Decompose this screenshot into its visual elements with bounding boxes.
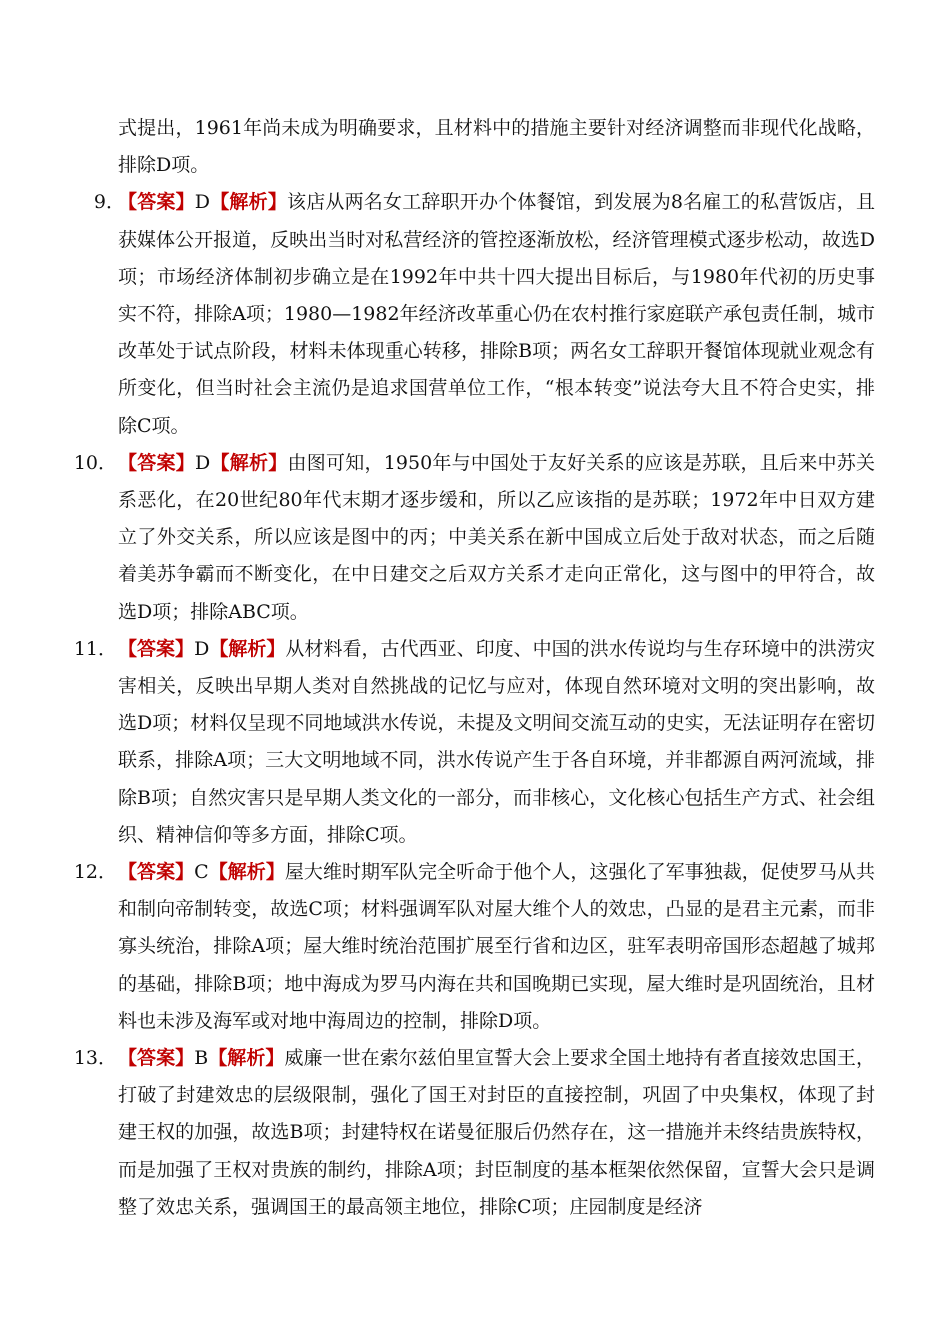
answer-item-10 — [73, 445, 875, 631]
analysis-text: 威廉一世在索尔兹伯里宣誓大会上要求全国土地持有者直接效忠国王，打破了封建效忠的层级限制，强化了国王对封臣的直接控制，巩固了中央集权，体现了封建王权的加强，故选B项；封建特权在诺曼征服后仍然存在，这一措施并未终结贵族特权，而是加强了王权对贵族的制约，排除A项；封臣制度的基本框架依然保留，宣誓大会只是调整了效忠关系，强调国王的最高领主地位，排除C项；庄园制度是经济 — [118, 1047, 875, 1218]
continued-text: 式提出，1961年尚未成为明确要求，且材料中的措施主要针对经济调整而非现代化战略，排除D项。 — [118, 117, 875, 177]
question-number: 10． — [73, 451, 117, 474]
analysis-label: 【解析】 — [208, 1047, 285, 1070]
analysis-text: 屋大维时期军队完全听命于他个人，这强化了军事独裁，促使罗马从共和制向帝制转变，故选C项；材料强调军队对屋大维个人的效忠，凸显的是君主元素，而非寡头统治，排除A项；屋大维时统治范围扩展至行省和边区，驻军表明帝国形态超越了城邦的基础，排除B项；地中海成为罗马内海在共和国晚期已实现，屋大维时是巩固统治，且材料也未涉及海军或对地中海周边的控制，排除D项。 — [118, 861, 875, 1032]
question-number: 13． — [73, 1047, 117, 1070]
answer-label: 【答案】 — [118, 861, 195, 884]
answer-choice: B — [194, 1047, 209, 1070]
answer-choice: D — [194, 637, 210, 660]
answer-choice: C — [194, 861, 209, 884]
answer-item-9 — [80, 184, 875, 444]
answer-item-13 — [73, 1040, 875, 1226]
question-number: 9． — [93, 191, 125, 214]
answer-choice: D — [195, 451, 211, 474]
continued-explanation — [80, 110, 875, 184]
analysis-label: 【解析】 — [210, 191, 288, 214]
answer-item-11 — [73, 631, 875, 854]
analysis-label: 【解析】 — [209, 637, 286, 660]
analysis-label: 【解析】 — [210, 451, 288, 474]
answer-label: 【答案】 — [118, 451, 196, 474]
answer-item-12 — [73, 854, 875, 1040]
answer-key-content — [73, 110, 875, 1226]
analysis-label: 【解析】 — [208, 861, 285, 884]
analysis-text: 从材料看，古代西亚、印度、中国的洪水传说均与生存环境中的洪涝灾害相关，反映出早期人类对自然挑战的记忆与应对，体现自然环境对文明的突出影响，故选D项；材料仅呈现不同地域洪水传说，未提及文明间交流互动的史实，无法证明存在密切联系，排除A项；三大文明地域不同，洪水传说产生于各自环境，并非都源自两河流域，排除B项；自然灾害只是早期人类文化的一部分，而非核心，文化核心包括生产方式、社会组织、精神信仰等多方面，排除C项。 — [118, 637, 875, 846]
question-number: 11． — [73, 637, 117, 660]
analysis-text: 该店从两名女工辞职开办个体餐馆，到发展为8名雇工的私营饭店，且获媒体公开报道，反映出当时对私营经济的管控逐渐放松，经济管理模式逐步松动，故选D项；市场经济体制初步确立是在1992年中共十四大提出目标后，与1980年代初的历史事实不符，排除A项；1980—1982年经济改革重心仍在农村推行家庭联产承包责任制，城市改革处于试点阶段，材料未体现重心转移，排除B项；两名女工辞职开餐馆体现就业观念有所变化，但当时社会主流仍是追求国营单位工作，“根本转变”说法夸大且不符合史实，排除C项。 — [118, 191, 875, 437]
answer-choice: D — [194, 191, 211, 214]
analysis-text: 由图可知，1950年与中国处于友好关系的应该是苏联，且后来中苏关系恶化，在20世纪80年代末期才逐步缓和，所以乙应该指的是苏联；1972年中日双方建立了外交关系，所以应该是图中的丙；中美关系在新中国成立后处于敌对状态，而之后随着美苏争霸而不断变化，在中日建交之后双方关系才走向正常化，这与图中的甲符合，故选D项；排除ABC项。 — [118, 451, 875, 623]
answer-label: 【答案】 — [118, 1047, 195, 1070]
answer-label: 【答案】 — [118, 191, 195, 214]
answer-label: 【答案】 — [118, 637, 195, 660]
question-number: 12． — [73, 861, 117, 884]
